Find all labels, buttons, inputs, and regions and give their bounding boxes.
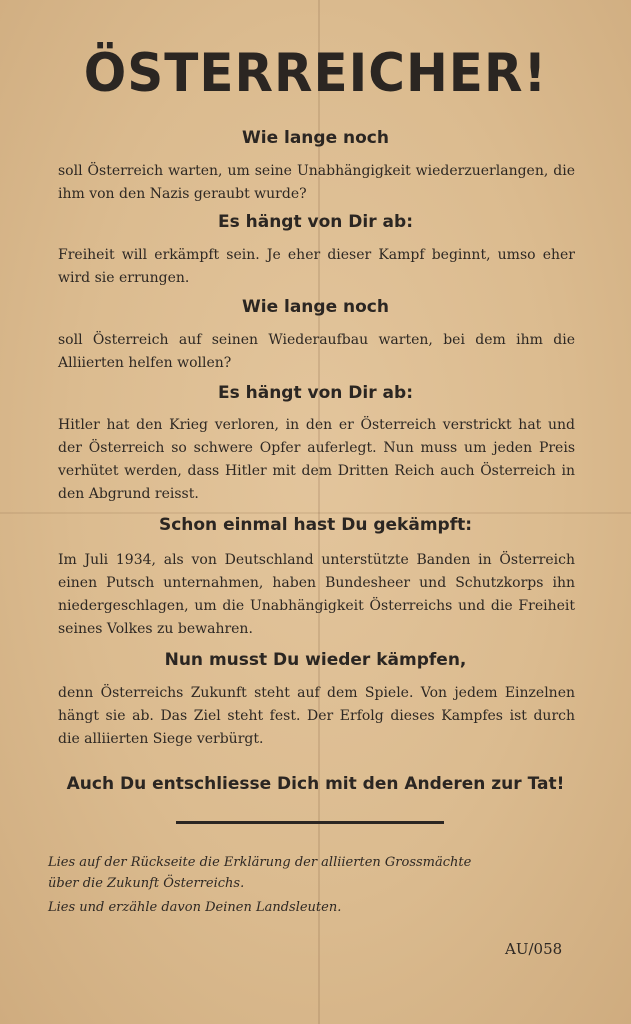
divider-rule — [176, 821, 444, 824]
section-heading: Schon einmal hast Du gekämpft: — [158, 515, 473, 535]
section-heading: Nun musst Du wieder kämpfen, — [164, 650, 467, 670]
leaflet-code: AU/058 — [505, 940, 563, 958]
call-to-action: Auch Du entschliesse Dich mit den Anderen zur Tat! — [66, 774, 565, 794]
section-text: denn Österreichs Zukunft steht auf dem Spiele. Von jedem Einzelnen hängt sie ab. Das Ziel steht fest. Der Erfolg dieses Kampfes ist durch die alliierten Siege verbürgt. — [58, 685, 575, 747]
section-text: Im Juli 1934, als von Deutschland unterstützte Banden in Österreich einen Putsch unternahmen, haben Bundesheer und Schutzkorps ihn niedergeschlagen, um die Unabhängigkeit Österreichs und die Freiheit seines Volkes zu bewahren. — [58, 552, 575, 637]
section-heading: Es hängt von Dir ab: — [217, 212, 413, 232]
fold-line-horizontal — [0, 512, 631, 514]
section-text: Hitler hat den Krieg verloren, in den er Österreich verstrickt hat und der Österreich so schwere Opfer auferlegt. Nun muss um jeden Preis verhütet werden, dass Hitler mit dem Dritten Reich auch Österreich in den Abgrund reisst. — [58, 417, 575, 502]
leaflet-title: ÖSTERREICHER! — [83, 42, 548, 104]
section-heading: Wie lange noch — [241, 128, 389, 148]
footnote-line: Lies und erzähle davon Deinen Landsleuten. — [48, 900, 342, 915]
section-heading: Wie lange noch — [241, 297, 389, 317]
section-heading: Es hängt von Dir ab: — [217, 383, 413, 403]
section-text: soll Österreich warten, um seine Unabhängigkeit wiederzuerlangen, die ihm von den Nazis geraubt wurde? — [58, 163, 575, 202]
section-text: soll Österreich auf seinen Wiederaufbau warten, bei dem ihm die Alliierten helfen wollen? — [58, 332, 575, 371]
section-text: Freiheit will erkämpft sein. Je eher dieser Kampf beginnt, umso eher wird sie errungen. — [58, 247, 575, 286]
footnote-line: über die Zukunft Österreichs. — [48, 876, 245, 891]
footnote-line: Lies auf der Rückseite die Erklärung der alliierten Grossmächte — [48, 855, 472, 870]
